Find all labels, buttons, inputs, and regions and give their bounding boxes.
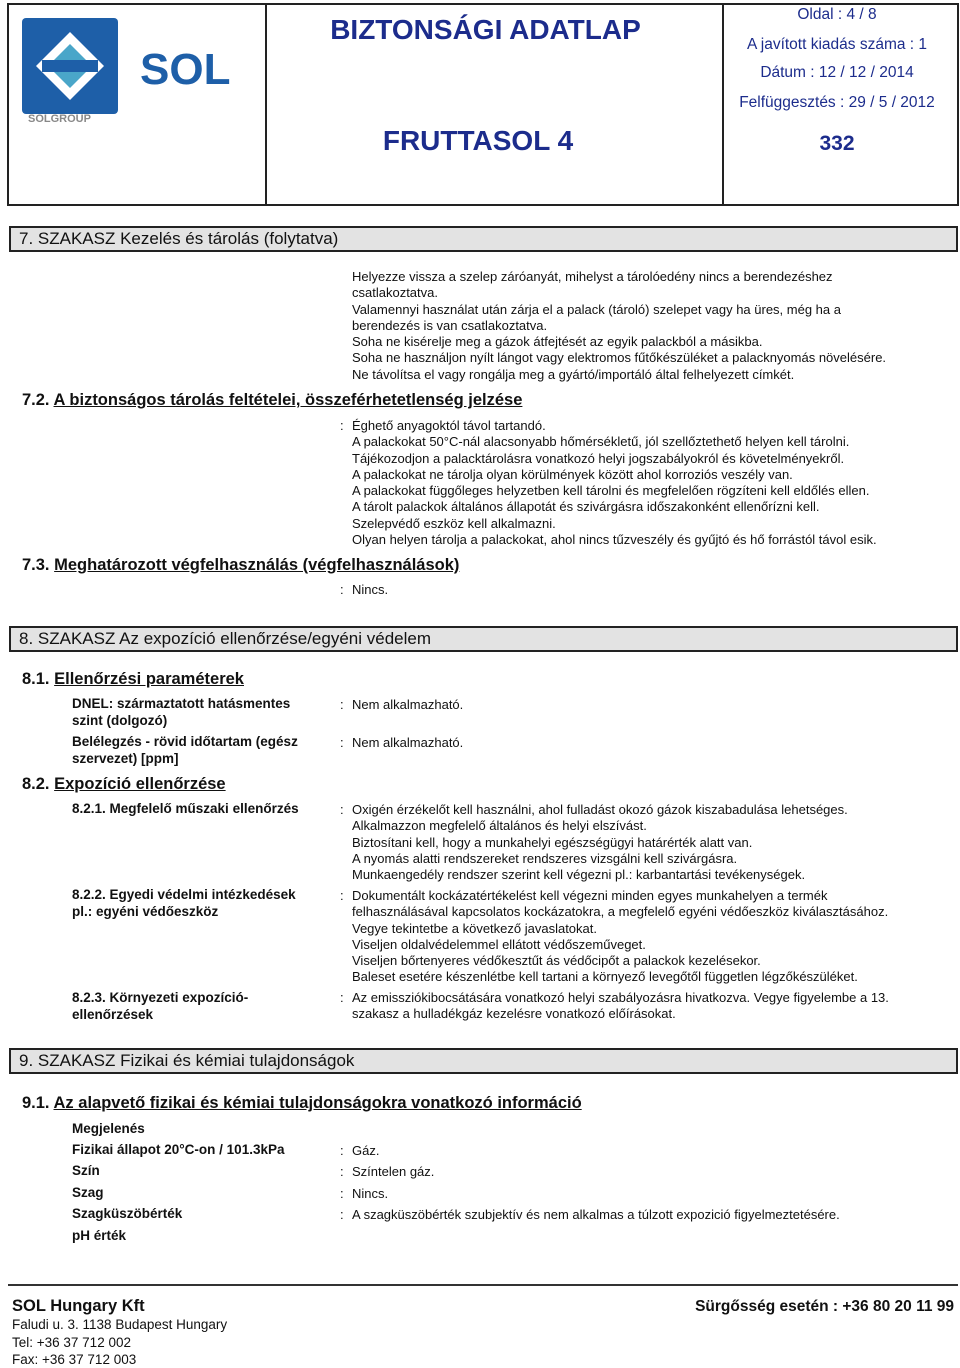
subsection-7-3-heading [22, 556, 459, 575]
text-line: A palackokat ne tárolja olyan körülmények között ahol korroziós veszély van. [352, 466, 793, 482]
sol-logo-icon [20, 14, 232, 126]
page-number: Oldal : 4 / 8 [797, 6, 877, 23]
text-line: Oxigén érzékelőt kell használni, ahol fulladást okozó gázok kiszabadulása lehetséges. [352, 802, 848, 817]
label-line: ellenőrzések [72, 1006, 154, 1022]
subsection-9-1-heading [22, 1094, 582, 1113]
property-value: Nincs. [352, 1186, 389, 1201]
technical-controls-label: 8.2.1. Megfelelő műszaki ellenőrzés [72, 801, 299, 816]
label-line: szervezet) [ppm] [72, 750, 179, 766]
footer-divider [8, 1284, 958, 1286]
label-line: 8.2.2. Egyedi védelmi intézkedések [72, 887, 296, 902]
revision-number: A javított kiadás száma : 1 [746, 36, 928, 53]
dnel-value: Nem alkalmazható. [352, 697, 464, 712]
text-line: Biztosítani kell, hogy a munkahelyi egészségügyi határérték alatt van. [352, 834, 753, 850]
subsection-title: Meghatározott végfelhasználás (végfelhasználások) [54, 556, 460, 574]
inhalation-value: Nem alkalmazható. [352, 735, 464, 750]
colon: : [340, 1207, 344, 1222]
ppe-label [72, 887, 296, 920]
colon: : [340, 582, 344, 597]
supersedes-date: Felfüggesztés : 29 / 5 / 2012 [739, 94, 935, 111]
colon: : [340, 418, 344, 433]
text-line: Tájékozodjon a palacktárolásra vonatkozó helyi jogszabályokról és követelményekről. [352, 450, 845, 466]
colon: : [340, 1186, 344, 1201]
text-line: Munkaengedély rendszer szerint kell végezni pl.: karbantartási tevékenységek. [352, 867, 806, 883]
text-line: Ne távolítsa el vagy rongálja meg a gyártó/importáló által felhelyezett címkét. [352, 366, 795, 382]
subsection-number: 7.3. [22, 556, 50, 574]
end-use-value: Nincs. [352, 582, 389, 597]
subsection-number: 8.1. [22, 670, 50, 688]
label-line: 8.2.3. Környezeti expozíció- [72, 990, 249, 1005]
dnel-label [72, 696, 290, 729]
section-9-title: 9. SZAKASZ Fizikai és kémiai tulajdonságok [9, 1048, 958, 1074]
subsection-8-2-heading [22, 775, 226, 794]
colon: : [340, 888, 344, 903]
section-7-handling-text [352, 269, 886, 383]
text-line: Éghető anyagoktól távol tartandó. [352, 418, 546, 433]
colon: : [340, 802, 344, 817]
footer-emergency: Sürgősség esetén : +36 80 20 11 99 [695, 1298, 954, 1315]
text-line: Vegye tekintetbe a következő javaslatokat. [352, 920, 597, 936]
property-value: A szagküszöbérték szubjektív és nem alkalmas a túlzott expozició figyelmeztetésére. [352, 1207, 840, 1222]
colon: : [340, 1143, 344, 1158]
document-title: BIZTONSÁGI ADATLAP [330, 14, 641, 45]
text-line: Viseljen bőrtenyeres védőkesztűt ás védőcipőt a palackok kezelésekor. [352, 953, 761, 969]
label-line: DNEL: származtatott hatásmentes [72, 696, 291, 711]
text-line: berendezés is van csatlakoztatva. [352, 317, 548, 333]
text-line: Dokumentált kockázatértékelést kell végezni minden egyes munkahelyen a termék [352, 888, 828, 903]
environmental-text [352, 990, 889, 1023]
product-name: FRUTTASOL 4 [382, 125, 574, 156]
ppe-text [352, 888, 888, 986]
inhalation-label [72, 734, 298, 767]
subsection-7-2-heading [22, 391, 522, 410]
label-line: pl.: egyéni védőeszköz [72, 903, 219, 919]
text-line: felhasználásával kapcsolatos kockázatokra, a megfelelő egyéni védőeszköz kiválasztásához. [352, 904, 889, 920]
technical-controls-text [352, 802, 848, 883]
logo-wordmark: SOL [140, 45, 231, 94]
text-line: A tárolt palackok általános állapotát és szivárgásra időszakonként ellenőrízni kell. [352, 499, 820, 515]
subsection-title: A biztonságos tárolás feltételei, összeférhetetlenség jelzése [53, 391, 523, 409]
document-code: 332 [819, 132, 855, 155]
section-7-2-storage-text [352, 418, 877, 548]
label-line: szint (dolgozó) [72, 712, 168, 728]
company-logo [20, 14, 232, 126]
text-line: Valamennyi használat után zárja el a palack (tároló) szelepet vagy ha üres, még ha a [352, 301, 841, 317]
subsection-title: Ellenőrzési paraméterek [54, 670, 244, 688]
subsection-title: Az alapvető fizikai és kémiai tulajdonságokra vonatkozó információ [53, 1094, 582, 1112]
footer-company: SOL Hungary Kft [12, 1297, 145, 1315]
section-8-title: 8. SZAKASZ Az expozíció ellenőrzése/egyéni védelem [9, 626, 958, 652]
logo-group-text: SOLGROUP [28, 113, 91, 125]
subsection-8-1-heading [22, 670, 244, 689]
property-label: Megjelenés [72, 1121, 145, 1136]
property-label: Fizikai állapot 20°C-on / 101.3kPa [72, 1142, 285, 1157]
subsection-number: 8.2. [22, 775, 50, 793]
text-line: Az emissziókibocsátására vonatkozó helyi szabályozásra hivatkozva. Vegye figyelembe a 13. [352, 990, 889, 1005]
section-7-title: 7. SZAKASZ Kezelés és tárolás (folytatva) [9, 226, 958, 252]
text-line: Szelepvédő eszköz kell alkalmazni. [352, 515, 556, 531]
text-line: Baleset esetére készenlétbe kell tartani a környező levegőtől független légzőkészüléket. [352, 969, 858, 985]
environmental-label [72, 990, 248, 1023]
revision-date: Dátum : 12 / 12 / 2014 [760, 64, 914, 81]
text-line: Alkalmazzon megfelelő általános és helyi elszívást. [352, 818, 647, 834]
colon: : [340, 990, 344, 1005]
subsection-number: 9.1. [22, 1094, 50, 1112]
property-value: Színtelen gáz. [352, 1164, 435, 1179]
property-label: pH érték [72, 1228, 127, 1243]
text-line: Olyan helyen tárolja a palackokat, ahol nincs tűzveszély és gyűjtó és hő forrástól távol esik. [352, 532, 877, 548]
text-line: Viseljen oldalvédelemmel ellátott védőszeműveget. [352, 936, 646, 952]
footer-address: Faludi u. 3. 1138 Budapest Hungary [12, 1317, 228, 1332]
property-label: Szag [72, 1185, 104, 1200]
subsection-number: 7.2. [22, 391, 50, 409]
colon: : [340, 735, 344, 750]
text-line: Soha ne használjon nyílt lángot vagy elektromos fűtőkészüléket a palacknyomás növelésére. [352, 350, 887, 366]
text-line: A nyomás alatti rendszereket rendszeres vizsgálni kell szivárgásra. [352, 850, 738, 866]
footer-tel: Tel: +36 37 712 002 [12, 1335, 131, 1350]
text-line: Helyezze vissza a szelep záróanyát, mihelyst a tárolóedény nincs a berendezéshez [352, 269, 833, 284]
colon: : [340, 1164, 344, 1179]
colon: : [340, 697, 344, 712]
footer-fax: Fax: +36 37 712 003 [12, 1352, 137, 1367]
text-line: szakasz a hulladékgáz kezelésre vonatkozó előírásokat. [352, 1006, 676, 1022]
text-line: A palackokat függőleges helyzetben kell tárolni és megfelelően rögzíteni kell eldőlés ellen. [352, 483, 870, 499]
subsection-title: Expozíció ellenőrzése [54, 775, 226, 793]
property-label: Szagküszöbérték [72, 1206, 183, 1221]
property-label: Szín [72, 1163, 100, 1178]
text-line: A palackokat 50°C-nál alacsonyabb hőmérsékletű, jól szellőztethető helyen kell tárolni. [352, 434, 850, 450]
text-line: csatlakoztatva. [352, 285, 438, 301]
label-line: Belélegzés - rövid időtartam (egész [72, 734, 298, 749]
property-value: Gáz. [352, 1143, 380, 1158]
text-line: Soha ne kisérelje meg a gázok átfejtését az egyik palackból a másikba. [352, 334, 763, 350]
